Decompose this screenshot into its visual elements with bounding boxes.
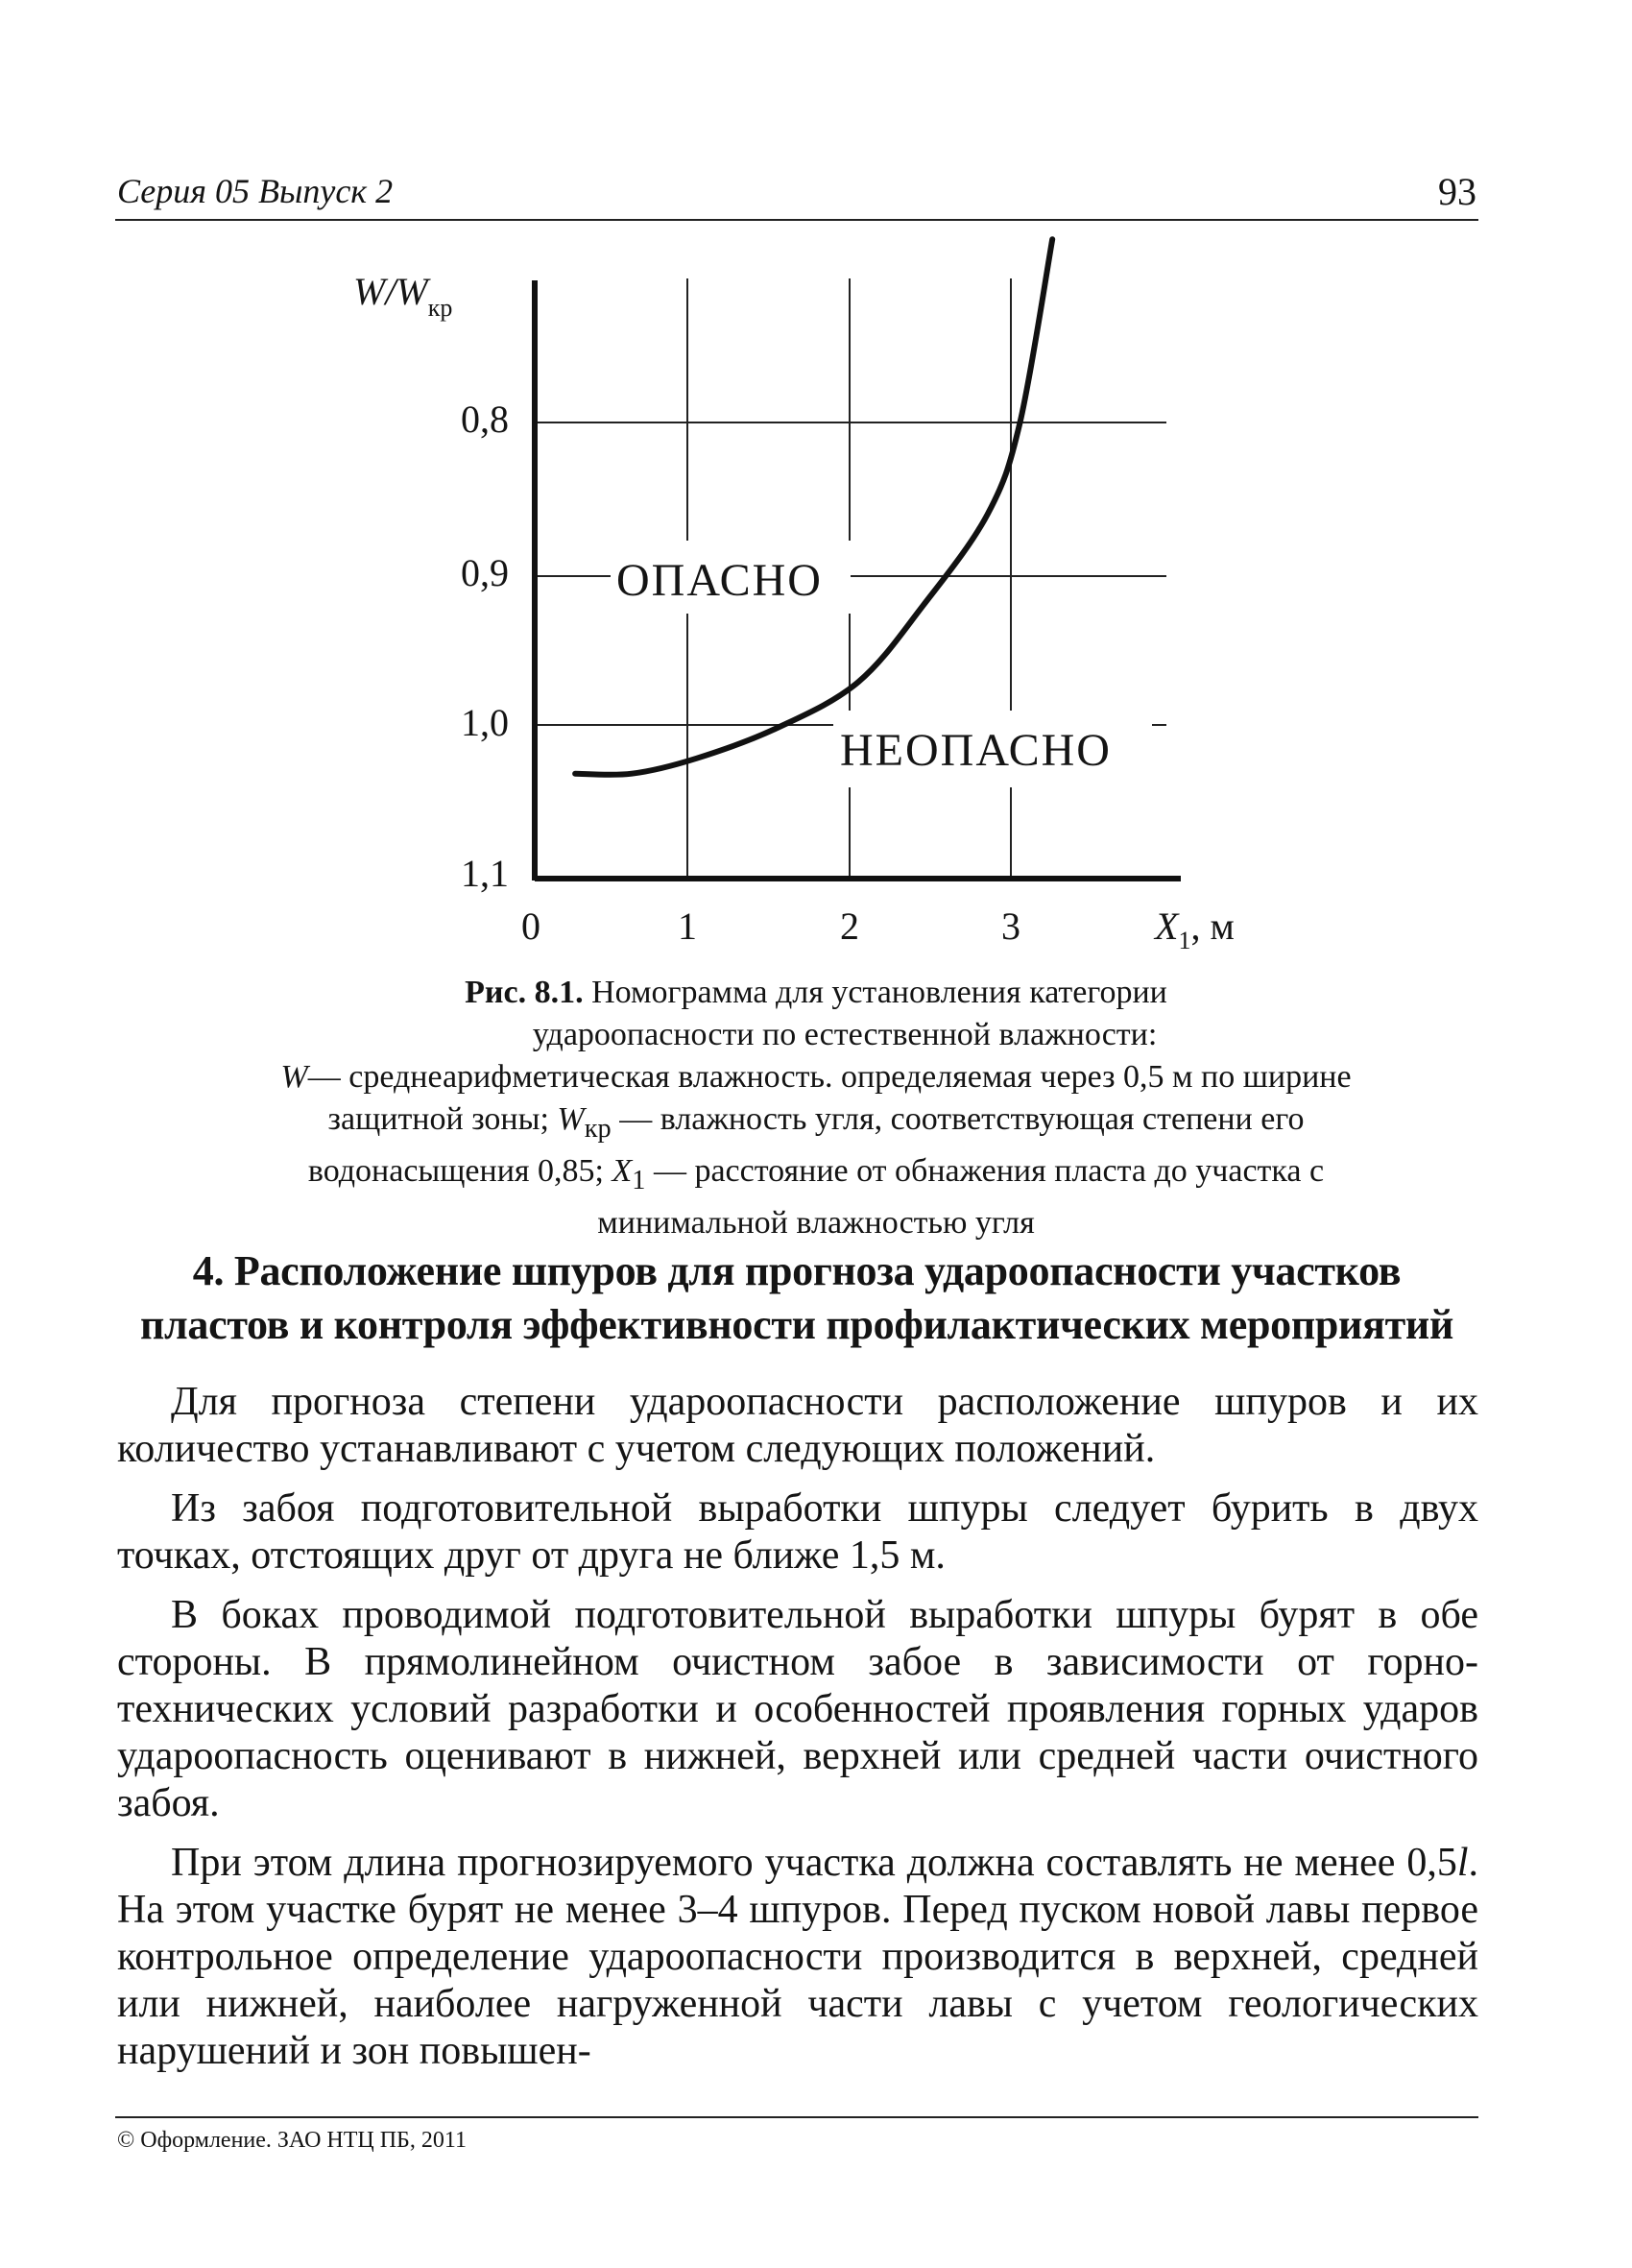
x-axis-label [1153, 905, 1235, 954]
page-number: 93 [1438, 170, 1476, 213]
x-tick-label: 3 [1001, 905, 1020, 948]
caption-line [144, 1056, 1488, 1098]
x-axis-unit: , м [1190, 905, 1235, 948]
caption-text: Номограмма для установления категории [591, 975, 1167, 1010]
caption-text: — влажность угля, соответствующая степени его [619, 1101, 1305, 1137]
x-axis-label-main: X [1155, 905, 1179, 948]
caption-line [144, 1098, 1488, 1150]
caption-text: — расстояние от обнажения пласта до участка с [653, 1152, 1325, 1189]
caption-line: минимальной влажностью угля [597, 1204, 1035, 1241]
paragraph: В боках проводимой подготовительной выработки шпуры бурят в обе стороны. В прямолинейном очистном забое в зависимости от горно-технических условий разработки и особенностей проявления горных ударов удароопасность оценивают в нижней, верхней или средней части очистного забоя. [117, 1593, 1478, 1825]
y-tick-label: 1,0 [461, 701, 509, 744]
y-tick-label: 0,9 [461, 551, 509, 594]
footer-copyright: © Оформление. ЗАО НТЦ ПБ, 2011 [117, 2128, 467, 2153]
x-tick-label: 1 [678, 905, 697, 948]
length-symbol: l [1456, 1841, 1469, 1885]
caption-symbol: W [557, 1101, 585, 1137]
region-safe-label: НЕОПАСНО [840, 725, 1112, 776]
caption-subscript: 1 [632, 1165, 646, 1195]
y-tick-label: 0,8 [461, 398, 509, 441]
x-tick-label: 0 [521, 905, 540, 948]
y-axis-label-main: W/W [353, 270, 428, 313]
section-heading [115, 1244, 1478, 1352]
figure-caption [144, 972, 1488, 1244]
caption-subscript: кр [584, 1113, 612, 1144]
paragraph-text: . На этом участке бурят не менее 3–4 шпуров. Перед пуском новой лавы первое контрольное определение удароопасности производится в верхней, средней или нижней, наиболее нагруженной части лавы с учетом геологических нарушений и зон повышен- [117, 1841, 1478, 2073]
caption-text: защитной зоны; [327, 1101, 549, 1137]
caption-label: Рис. 8.1. [465, 975, 584, 1010]
footer-rule [115, 2116, 1478, 2118]
y-axis-label [353, 270, 452, 322]
caption-text: — среднеарифметическая влажность. определяемая через 0,5 м по ширине [307, 1059, 1352, 1095]
caption-line [144, 1150, 1488, 1202]
y-tick-label: 1,1 [461, 852, 509, 895]
caption-symbol: X [612, 1152, 633, 1189]
running-header: Серия 05 Выпуск 2 [117, 172, 394, 210]
x-tick-label: 2 [840, 905, 859, 948]
x-axis-label-sub: 1 [1178, 927, 1191, 954]
body-text [117, 1379, 1478, 2087]
paragraph: Из забоя подготовительной выработки шпуры следует бурить в двух точках, отстоящих друг от друга не ближе 1,5 м. [117, 1486, 1478, 1578]
paragraph-text: При этом длина прогнозируемого участка должна составлять не менее 0,5 [171, 1841, 1457, 1885]
caption-symbol: W [280, 1059, 308, 1095]
paragraph [117, 1840, 1478, 2075]
caption-text: водонасыщения 0,85; [307, 1152, 604, 1189]
caption-line [144, 972, 1488, 1014]
section-heading-line: пластов и контроля эффективности профилактических мероприятий [139, 1301, 1454, 1348]
paragraph: Для прогноза степени удароопасности расположение шпуров и их количество устанавливают с учетом следующих положений. [117, 1380, 1478, 1471]
section-heading-line: 4. Расположение шпуров для прогноза удароопасности участков [192, 1247, 1402, 1294]
y-axis-label-sub: кр [427, 294, 453, 322]
humidity-curve [575, 239, 1052, 775]
nomogram-figure [0, 0, 1632, 970]
region-danger-label: ОПАСНО [616, 555, 823, 606]
caption-line: удароопасности по естественной влажности: [532, 1017, 1158, 1052]
